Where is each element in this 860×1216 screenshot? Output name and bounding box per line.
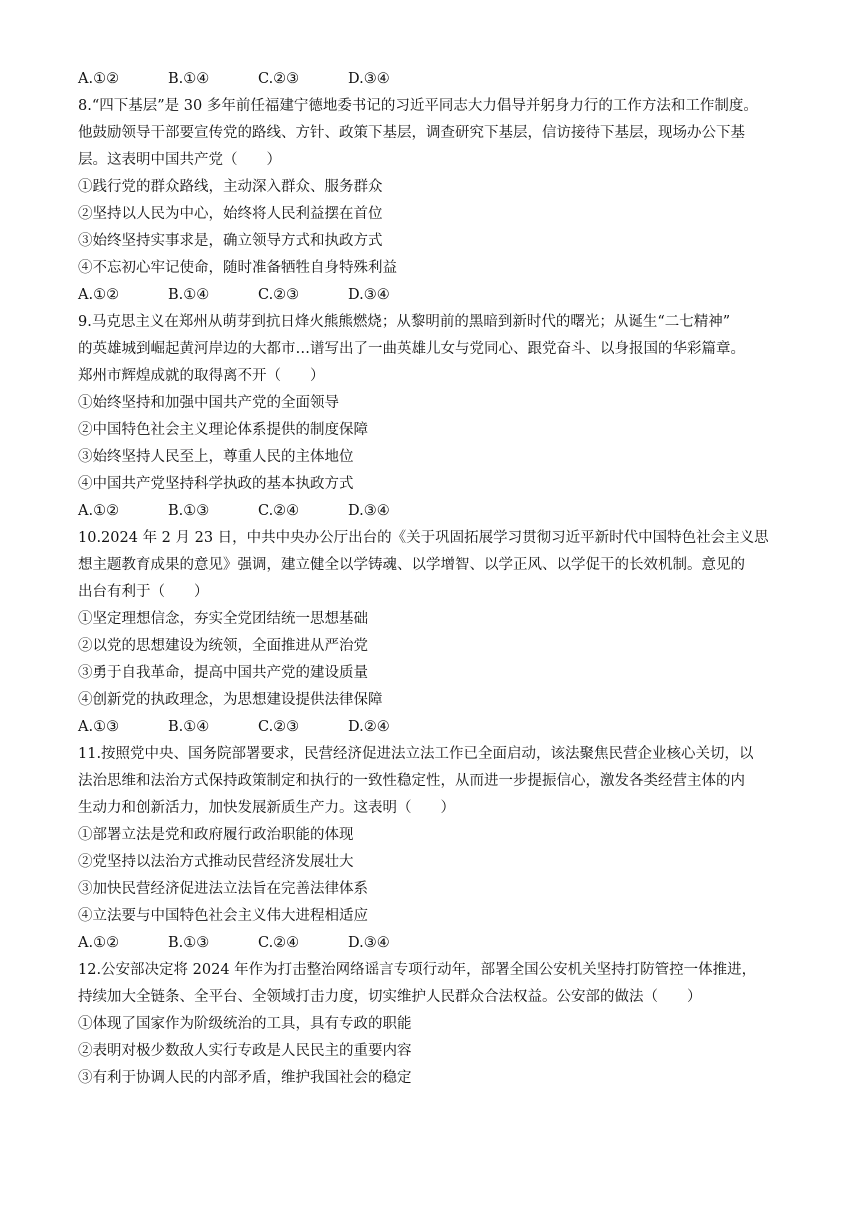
q7-choice-a: A.①② (78, 71, 120, 87)
question-9 (78, 309, 798, 525)
q9-stem-line-3: 郑州市辉煌成就的取得离不开（ ） (78, 368, 325, 384)
q8-stem-line-1: 8.“四下基层”是 30 多年前任福建宁德地委书记的习近平同志大力倡导并躬身力行的工作方法和工作制度。 (78, 98, 758, 114)
q11-option-2: ②党坚持以法治方式推动民营经济发展壮大 (78, 854, 354, 870)
q9-option-4: ④中国共产党坚持科学执政的基本执政方式 (78, 476, 354, 492)
q12-option-2: ②表明对极少数敌人实行专政是人民民主的重要内容 (78, 1043, 412, 1059)
q11-choice-d: D.③④ (348, 935, 390, 951)
question-11 (78, 741, 798, 957)
q7-choice-c: C.②③ (258, 71, 300, 87)
q10-stem-line-3: 出台有利于（ ） (78, 584, 209, 600)
q10-stem-line-1: 10.2024 年 2 月 23 日，中共中央办公厅出台的《关于巩固拓展学习贯彻习近平新时代中国特色社会主义思 (78, 530, 769, 546)
q8-choice-a: A.①② (78, 287, 120, 303)
q10-stem-line-2: 想主题教育成果的意见》强调，建立健全以学铸魂、以学增智、以学正风、以学促干的长效机制。意见的 (78, 557, 745, 573)
q12-stem-line-1: 12.公安部决定将 2024 年作为打击整治网络谣言专项行动年，部署全国公安机关坚持打防管控一体推进， (78, 962, 757, 978)
q8-stem-line-3: 层。这表明中国共产党（ ） (78, 152, 281, 168)
q11-option-1: ①部署立法是党和政府履行政治职能的体现 (78, 827, 354, 843)
q9-choice-c: C.②④ (258, 503, 300, 519)
q10-choice-c: C.②③ (258, 719, 300, 735)
q9-option-2: ②中国特色社会主义理论体系提供的制度保障 (78, 422, 368, 438)
q8-option-3: ③始终坚持实事求是，确立领导方式和执政方式 (78, 233, 383, 249)
q11-choices (78, 930, 798, 957)
q9-choice-a: A.①② (78, 503, 120, 519)
q10-option-1: ①坚定理想信念，夯实全党团结统一思想基础 (78, 611, 368, 627)
q9-choice-d: D.③④ (348, 503, 390, 519)
q11-choice-c: C.②④ (258, 935, 300, 951)
q7-choices (78, 66, 798, 93)
q10-choice-a: A.①③ (78, 719, 120, 735)
q8-option-4: ④不忘初心牢记使命，随时准备牺牲自身特殊利益 (78, 260, 397, 276)
q8-choice-b: B.①④ (168, 287, 210, 303)
question-10 (78, 525, 798, 741)
q11-stem-line-2: 法治思维和法治方式保持政策制定和执行的一致性稳定性，从而进一步提振信心，激发各类经营主体的内 (78, 773, 745, 789)
q10-option-2: ②以党的思想建设为统领，全面推进从严治党 (78, 638, 368, 654)
q9-stem-line-1: 9.马克思主义在郑州从萌芽到抗日烽火熊熊燃烧；从黎明前的黑暗到新时代的曙光；从诞生“二七精神” (78, 314, 731, 330)
q9-choices (78, 498, 798, 525)
q9-option-1: ①始终坚持和加强中国共产党的全面领导 (78, 395, 339, 411)
q10-choice-b: B.①④ (168, 719, 210, 735)
q7-choice-d: D.③④ (348, 71, 390, 87)
q11-choice-a: A.①② (78, 935, 120, 951)
q11-stem-line-1: 11.按照党中央、国务院部署要求，民营经济促进法立法工作已全面启动，该法聚焦民营企业核心关切，以 (78, 746, 754, 762)
q10-choices (78, 714, 798, 741)
q8-choices (78, 282, 798, 309)
q11-option-3: ③加快民营经济促进法立法旨在完善法律体系 (78, 881, 368, 897)
q12-stem-line-2: 持续加大全链条、全平台、全领域打击力度，切实维护人民群众合法权益。公安部的做法（ ） (78, 989, 702, 1005)
q7-choice-b: B.①④ (168, 71, 210, 87)
q8-option-2: ②坚持以人民为中心，始终将人民利益摆在首位 (78, 206, 383, 222)
q12-option-1: ①体现了国家作为阶级统治的工具，具有专政的职能 (78, 1016, 412, 1032)
q11-option-4: ④立法要与中国特色社会主义伟大进程相适应 (78, 908, 368, 924)
question-8 (78, 93, 798, 309)
question-12 (78, 957, 798, 1092)
q10-option-4: ④创新党的执政理念，为思想建设提供法律保障 (78, 692, 383, 708)
q8-choice-c: C.②③ (258, 287, 300, 303)
q12-option-3: ③有利于协调人民的内部矛盾，维护我国社会的稳定 (78, 1070, 412, 1086)
q10-option-3: ③勇于自我革命，提高中国共产党的建设质量 (78, 665, 368, 681)
q10-choice-d: D.②④ (348, 719, 390, 735)
q9-option-3: ③始终坚持人民至上，尊重人民的主体地位 (78, 449, 354, 465)
q9-stem-line-2: 的英雄城到崛起黄河岸边的大都市…谱写出了一曲英雄儿女与党同心、跟党奋斗、以身报国的华彩篇章。 (78, 341, 745, 357)
q11-stem-line-3: 生动力和创新活力，加快发展新质生产力。这表明（ ） (78, 800, 455, 816)
exam-page (78, 66, 798, 1092)
q8-choice-d: D.③④ (348, 287, 390, 303)
q8-stem-line-2: 他鼓励领导干部要宣传党的路线、方针、政策下基层，调查研究下基层，信访接待下基层，现场办公下基 (78, 125, 745, 141)
q8-option-1: ①践行党的群众路线，主动深入群众、服务群众 (78, 179, 383, 195)
q9-choice-b: B.①③ (168, 503, 210, 519)
q11-choice-b: B.①③ (168, 935, 210, 951)
